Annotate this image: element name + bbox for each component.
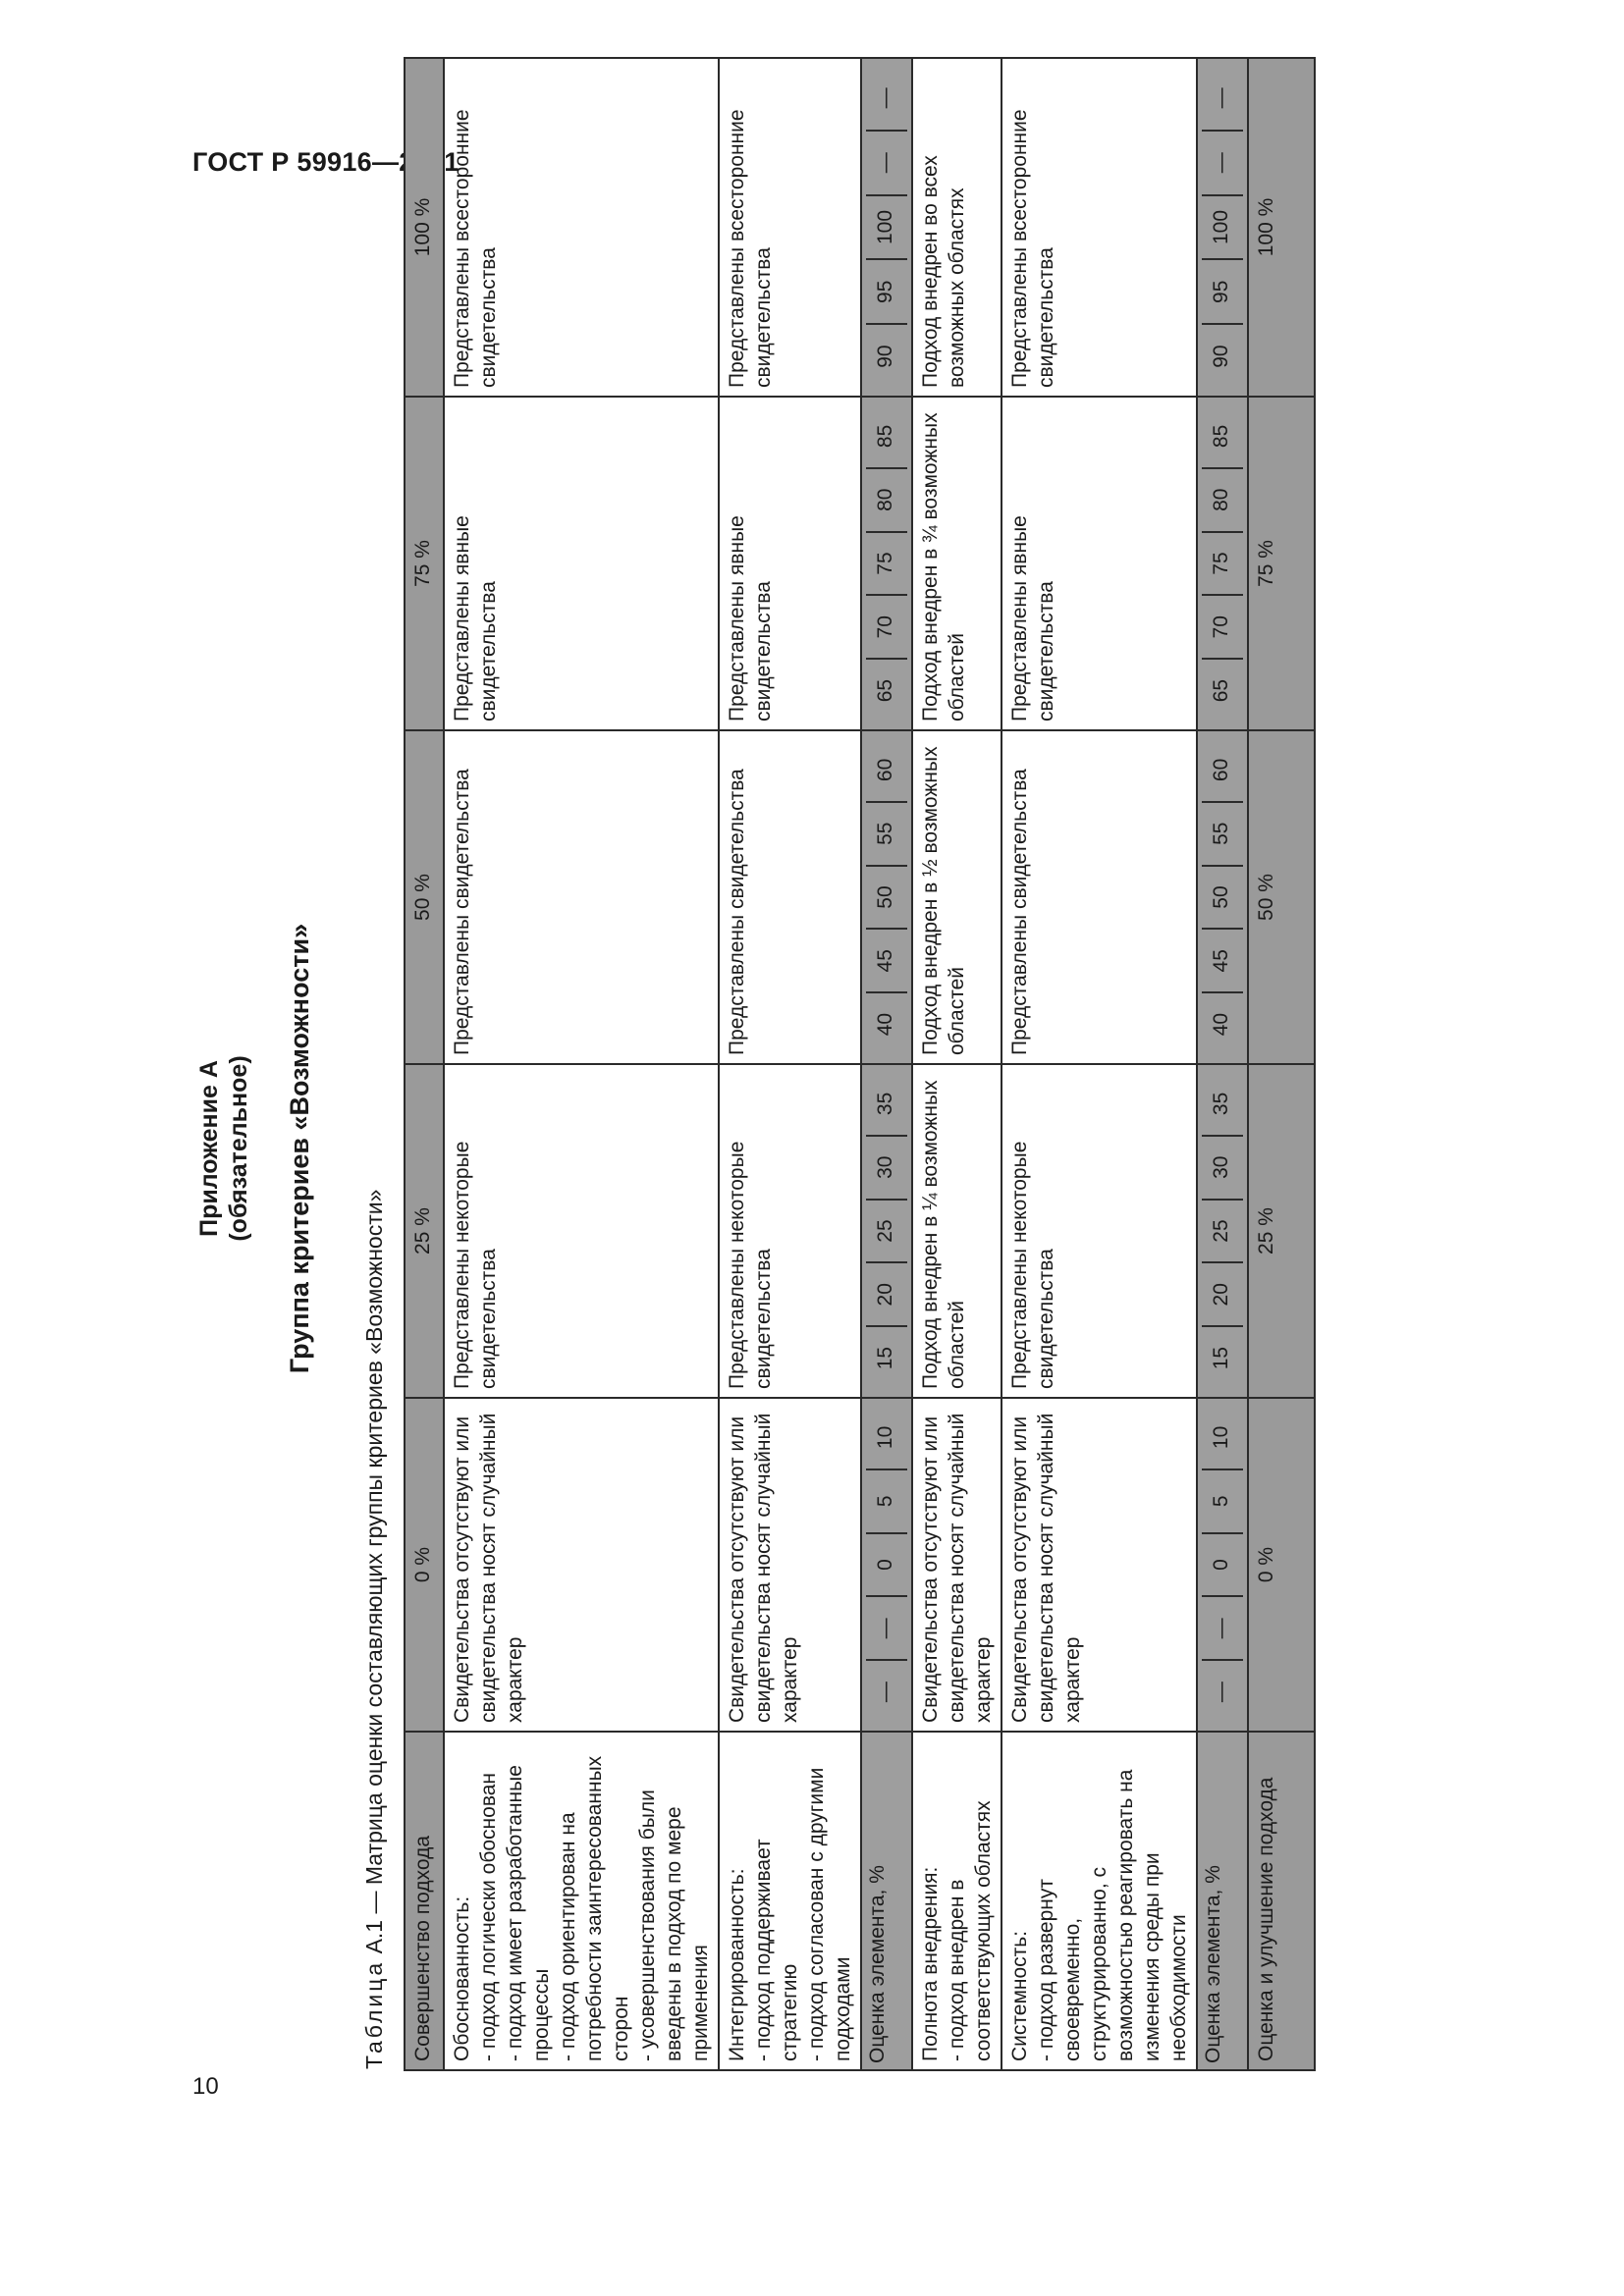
score-value: 55 [1202, 803, 1243, 867]
criterion-line: - подход логически обоснован [477, 1772, 500, 2061]
score-value: — [1202, 132, 1243, 196]
evidence-cell: Представлены всесторонние свидетельства [1001, 58, 1197, 397]
score-value: 60 [866, 739, 907, 803]
table-caption [361, 1190, 388, 2069]
score-value: 70 [1202, 596, 1243, 660]
criterion-line: - подход развернут своевременно, структурированно, с возможностью реагировать на изменения среды при необходимости [1035, 1769, 1190, 2061]
score-value: 35 [866, 1073, 907, 1137]
final-score-label: Оценка и улучшение подхода [1248, 1732, 1315, 2070]
score-value: 60 [1202, 739, 1243, 803]
page-header: ГОСТ Р 59916—2021 [192, 147, 460, 177]
score-value: — [866, 132, 907, 196]
score-value: — [1202, 67, 1243, 132]
score-group [861, 730, 912, 1064]
criterion-line: - подход поддерживает стратегию [752, 1839, 801, 2061]
header-cell-100: 100 % [405, 58, 444, 397]
criterion-cell [444, 1732, 719, 2070]
evidence-cell: Представлены явные свидетельства [719, 397, 861, 730]
evidence-cell: Свидетельства отсутствуют или свидетельства носят случайный характер [912, 1398, 1001, 1732]
criterion-line: - усовершенствования были введены в подход по мере применения [636, 1789, 712, 2061]
score-value: 0 [1202, 1534, 1243, 1598]
score-group [1197, 58, 1248, 397]
score-value: 15 [1210, 1346, 1232, 1370]
criterion-cell [1001, 1732, 1197, 2070]
caption-prefix: Таблица [361, 1959, 387, 2069]
group-title: Группа критериев «Возможности» [285, 923, 314, 1374]
evidence-cell: Подход внедрен в ¼ возможных областей [912, 1064, 1001, 1398]
criterion-line: - подход согласован с другими подходами [805, 1767, 854, 2061]
final-score-value: 75 % [1248, 397, 1315, 730]
evidence-cell: Представлены некоторые свидетельства [719, 1064, 861, 1398]
header-cell-75: 75 % [405, 397, 444, 730]
score-value: 100 [866, 196, 907, 261]
score-value: 35 [1202, 1073, 1243, 1137]
criterion-name: Полнота внедрения: [919, 1866, 942, 2061]
score-value: 5 [866, 1470, 907, 1534]
score-value: — [866, 1597, 907, 1661]
score-group [861, 58, 912, 397]
evidence-cell: Представлены некоторые свидетельства [444, 1064, 719, 1398]
score-value: — [1202, 1597, 1243, 1661]
score-value: 25 [866, 1201, 907, 1264]
assessment-matrix [404, 57, 1316, 2071]
criterion-row [444, 58, 719, 2070]
score-values [1202, 1073, 1243, 1389]
score-group [861, 397, 912, 730]
evidence-cell: Подход внедрен в ¾ возможных областей [912, 397, 1001, 730]
score-values [1202, 67, 1243, 388]
criterion-line: - подход ориентирован на потребности заинтересованных сторон [557, 1755, 632, 2061]
score-label: Оценка элемента, % [1197, 1732, 1248, 2070]
score-value: 40 [1210, 1012, 1232, 1037]
criterion-cell [719, 1732, 861, 2070]
criterion-line: - подход внедрен в соответствующих областях [946, 1800, 995, 2061]
criterion-name: Интегрированность: [726, 1868, 748, 2061]
score-value: 95 [1202, 260, 1243, 325]
final-score-value: 100 % [1248, 58, 1315, 397]
score-value: 10 [1202, 1407, 1243, 1470]
criterion-name: Обоснованность: [451, 1896, 473, 2061]
evidence-cell: Представлены некоторые свидетельства [1001, 1064, 1197, 1398]
score-group [861, 1398, 912, 1732]
score-group [1197, 1064, 1248, 1398]
score-value: 20 [866, 1263, 907, 1327]
criterion-cell [912, 1732, 1001, 2070]
score-value: 80 [866, 469, 907, 533]
final-score-value: 0 % [1248, 1398, 1315, 1732]
evidence-cell: Свидетельства отсутствуют или свидетельства носят случайный характер [1001, 1398, 1197, 1732]
score-group [1197, 730, 1248, 1064]
score-value: 55 [866, 803, 907, 867]
final-score-row [1248, 58, 1315, 2070]
score-value: 95 [866, 260, 907, 325]
score-values [866, 1073, 907, 1389]
header-row [405, 58, 444, 2070]
score-value: 10 [866, 1407, 907, 1470]
score-row [861, 58, 912, 2070]
evidence-cell: Представлены явные свидетельства [444, 397, 719, 730]
score-value: 50 [1202, 867, 1243, 931]
appendix-status: (обязательное) [225, 1055, 252, 1242]
appendix-heading [194, 226, 253, 2071]
score-value: 15 [874, 1346, 896, 1370]
evidence-cell: Представлены явные свидетельства [1001, 397, 1197, 730]
evidence-cell: Подход внедрен во всех возможных областях [912, 58, 1001, 397]
score-value: 85 [1202, 405, 1243, 469]
final-score-value: 25 % [1248, 1064, 1315, 1398]
score-value: 50 [866, 867, 907, 931]
criterion-line: - подход имеет разработанные процессы [504, 1765, 553, 2061]
score-value: 30 [1202, 1137, 1243, 1201]
score-value: 75 [866, 533, 907, 597]
score-value: 0 [866, 1534, 907, 1598]
score-value: 30 [866, 1137, 907, 1201]
score-label: Оценка элемента, % [861, 1732, 912, 2070]
score-value: 80 [1202, 469, 1243, 533]
score-value: 45 [866, 930, 907, 993]
evidence-cell: Представлены всесторонние свидетельства [444, 58, 719, 397]
score-value: 5 [1202, 1470, 1243, 1534]
score-value: 75 [1202, 533, 1243, 597]
score-group [1197, 1398, 1248, 1732]
score-value: — [1210, 1682, 1232, 1703]
score-value: 40 [874, 1012, 896, 1037]
score-values [1202, 405, 1243, 721]
header-cell-approach: Совершенство подхода [405, 1732, 444, 2070]
header-cell-25: 25 % [405, 1064, 444, 1398]
score-values [866, 739, 907, 1055]
page-number: 10 [192, 2073, 219, 2100]
score-value: 20 [1202, 1263, 1243, 1327]
score-value: 90 [1210, 345, 1232, 368]
score-value: 25 [1202, 1201, 1243, 1264]
evidence-cell: Свидетельства отсутствуют или свидетельства носят случайный характер [719, 1398, 861, 1732]
score-values [1202, 1407, 1243, 1723]
header-cell-50: 50 % [405, 730, 444, 1064]
score-values [1202, 739, 1243, 1055]
score-row [1197, 58, 1248, 2070]
evidence-cell: Представлены свидетельства [1001, 730, 1197, 1064]
criterion-row [912, 58, 1001, 2070]
final-score-value: 50 % [1248, 730, 1315, 1064]
caption-text: А.1 — Матрица оценки составляющих группы критериев «Возможности» [361, 1189, 387, 1954]
score-value: 90 [874, 345, 896, 368]
score-value: — [866, 67, 907, 132]
score-values [866, 67, 907, 388]
evidence-cell: Свидетельства отсутствуют или свидетельства носят случайный характер [444, 1398, 719, 1732]
evidence-cell: Подход внедрен в ½ возможных областей [912, 730, 1001, 1064]
score-values [866, 1407, 907, 1723]
score-group [1197, 397, 1248, 730]
criterion-row [1001, 58, 1197, 2070]
score-value: 85 [866, 405, 907, 469]
score-value: 45 [1202, 930, 1243, 993]
score-value: 100 [1202, 196, 1243, 261]
score-value: 65 [874, 678, 896, 703]
criterion-row [719, 58, 861, 2070]
score-value: 65 [1210, 678, 1232, 703]
evidence-cell: Представлены свидетельства [444, 730, 719, 1064]
score-value: 70 [866, 596, 907, 660]
appendix-title: Приложение А [195, 1060, 223, 1237]
criterion-name: Системность: [1008, 1930, 1031, 2061]
score-values [866, 405, 907, 721]
header-cell-0: 0 % [405, 1398, 444, 1732]
score-group [861, 1064, 912, 1398]
evidence-cell: Представлены свидетельства [719, 730, 861, 1064]
evidence-cell: Представлены всесторонние свидетельства [719, 58, 861, 397]
score-value: — [874, 1682, 896, 1703]
